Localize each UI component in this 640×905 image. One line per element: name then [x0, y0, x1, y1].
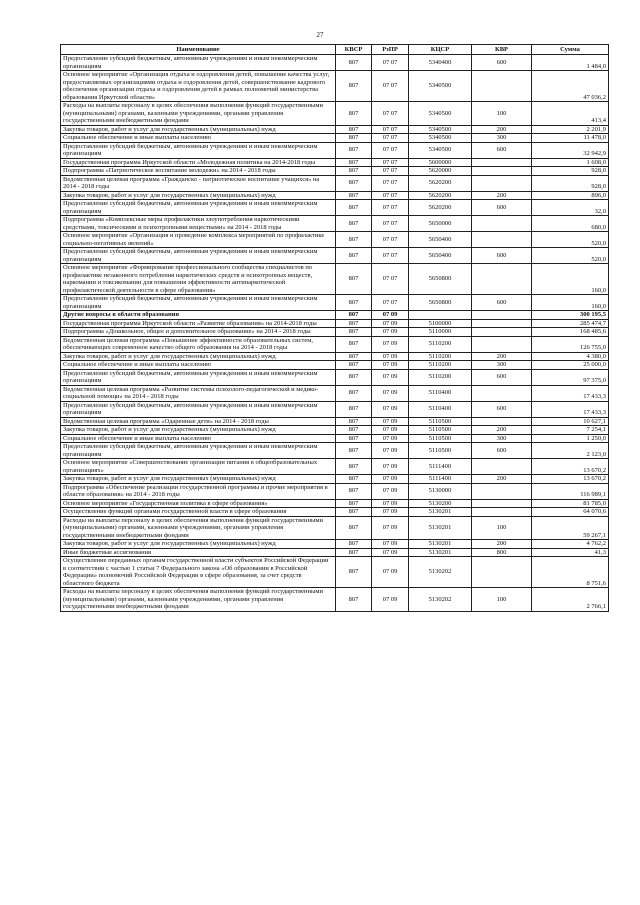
table-row — [61, 248, 609, 264]
row-kcsr: 5111400 — [409, 475, 472, 484]
row-sum: 160,0 — [532, 264, 609, 295]
row-name: Расходы на выплаты персоналу в целях обеспечения выполнения функций государственными (муниципальными) органами, казенными учреждениями, органами управления государственными внебюджетными фондами — [61, 516, 336, 540]
row-sum: 41,3 — [532, 548, 609, 557]
table-row — [61, 385, 609, 401]
row-rzpr: 07 09 — [372, 443, 409, 459]
table-row — [61, 417, 609, 426]
row-rzpr: 07 09 — [372, 540, 409, 549]
row-rzpr: 07 09 — [372, 401, 409, 417]
row-kvsr: 807 — [336, 216, 372, 232]
row-sum: 4 762,2 — [532, 540, 609, 549]
table-row — [61, 540, 609, 549]
row-name: Другие вопросы в области образования — [61, 311, 336, 320]
row-sum: 1 608,0 — [532, 158, 609, 167]
row-name: Основное мероприятие «Организация и проведение комплекса мероприятий по профилактике социально-негативных явлений» — [61, 232, 336, 248]
row-kvr: 100 — [472, 102, 532, 126]
row-kvr: 200 — [472, 191, 532, 200]
row-rzpr: 07 09 — [372, 434, 409, 443]
table-row — [61, 483, 609, 499]
row-kvr: 600 — [472, 142, 532, 158]
header-sum: Сумма — [532, 45, 609, 55]
row-kvsr: 807 — [336, 158, 372, 167]
row-name: Предоставление субсидий бюджетным, автономным учреждениям и иным некоммерческим организациям — [61, 401, 336, 417]
row-rzpr: 07 07 — [372, 295, 409, 311]
row-rzpr: 07 09 — [372, 499, 409, 508]
row-name: Подпрограмма «Патриотическое воспитание молодежи» на 2014 - 2018 годы — [61, 167, 336, 176]
row-kvsr: 807 — [336, 102, 372, 126]
row-name: Закупка товаров, работ и услуг для государственных (муниципальных) нужд — [61, 426, 336, 435]
row-rzpr: 07 09 — [372, 516, 409, 540]
row-name: Закупка товаров, работ и услуг для государственных (муниципальных) нужд — [61, 475, 336, 484]
row-kvr: 600 — [472, 295, 532, 311]
table-row — [61, 401, 609, 417]
row-kvsr: 807 — [336, 167, 372, 176]
row-name: Осуществление переданных органам государственной власти субъектов Российской Федерации в соответствии с частью 1 статьи 7 Федерального закона «Об образовании в Российской Федерации» полномочий Российской Федерации в сфере образования, за счет средств областного бюджета — [61, 557, 336, 588]
row-kcsr: 5340400 — [409, 55, 472, 71]
row-rzpr: 07 09 — [372, 352, 409, 361]
row-sum: 928,0 — [532, 167, 609, 176]
row-kvr — [472, 499, 532, 508]
row-sum: 520,0 — [532, 232, 609, 248]
table-row — [61, 361, 609, 370]
row-rzpr: 07 09 — [372, 417, 409, 426]
row-kvsr: 807 — [336, 232, 372, 248]
row-name: Социальное обеспечение и иные выплаты населению — [61, 434, 336, 443]
row-sum: 8 751,6 — [532, 557, 609, 588]
row-kcsr: 5110400 — [409, 401, 472, 417]
row-kvsr: 807 — [336, 361, 372, 370]
row-rzpr: 07 09 — [372, 385, 409, 401]
row-kvsr: 807 — [336, 71, 372, 102]
table-row — [61, 499, 609, 508]
row-kvsr: 807 — [336, 459, 372, 475]
page-number: 27 — [316, 31, 324, 39]
row-rzpr: 07 07 — [372, 167, 409, 176]
row-kvsr: 807 — [336, 475, 372, 484]
table-row — [61, 459, 609, 475]
row-kvr — [472, 175, 532, 191]
row-kcsr: 5130201 — [409, 516, 472, 540]
row-kvsr: 807 — [336, 483, 372, 499]
row-sum: 413,4 — [532, 102, 609, 126]
row-kvsr: 807 — [336, 557, 372, 588]
row-kcsr: 5130202 — [409, 557, 472, 588]
header-kvr: КВР — [472, 45, 532, 55]
row-name: Ведомственная целевая программа «Повышение эффективности образовательных систем, обеспечивающих современное качество общего образования на 2014 - 2018 годы — [61, 336, 336, 352]
row-name: Предоставление субсидий бюджетным, автономным учреждениям и иным некоммерческим организациям — [61, 142, 336, 158]
row-kcsr: 5110200 — [409, 361, 472, 370]
row-rzpr: 07 07 — [372, 134, 409, 143]
row-sum: 680,0 — [532, 216, 609, 232]
row-kcsr: 5340500 — [409, 125, 472, 134]
table-row — [61, 295, 609, 311]
table-row — [61, 175, 609, 191]
row-name: Предоставление субсидий бюджетным, автономным учреждениям и иным некоммерческим организациям — [61, 295, 336, 311]
row-sum: 2 766,1 — [532, 588, 609, 612]
row-kvr — [472, 167, 532, 176]
row-rzpr: 07 09 — [372, 426, 409, 435]
table-row — [61, 369, 609, 385]
table-row — [61, 328, 609, 337]
row-kvsr: 807 — [336, 264, 372, 295]
table-row — [61, 475, 609, 484]
row-kvr: 600 — [472, 200, 532, 216]
row-kvsr: 807 — [336, 443, 372, 459]
row-name: Подпрограмма «Комплексные меры профилактики злоупотребления наркотическими средствами, токсическими и психотропными веществами» на 2014 - 2018 годы — [61, 216, 336, 232]
row-kvsr: 807 — [336, 540, 372, 549]
row-kvsr: 807 — [336, 175, 372, 191]
table-row — [61, 71, 609, 102]
row-kcsr: 5340500 — [409, 71, 472, 102]
row-kcsr: 5110000 — [409, 328, 472, 337]
row-sum: 4 380,0 — [532, 352, 609, 361]
row-name: Осуществление функций органами государственной власти в сфере образования — [61, 508, 336, 517]
row-rzpr: 07 09 — [372, 319, 409, 328]
row-kvsr: 807 — [336, 499, 372, 508]
row-name: Закупка товаров, работ и услуг для государственных (муниципальных) нужд — [61, 352, 336, 361]
row-kcsr: 5620000 — [409, 167, 472, 176]
row-kvsr: 807 — [336, 191, 372, 200]
row-rzpr: 07 09 — [372, 328, 409, 337]
table-row — [61, 264, 609, 295]
row-rzpr: 07 09 — [372, 475, 409, 484]
row-name: Иные бюджетные ассигнования — [61, 548, 336, 557]
row-kcsr: 5620200 — [409, 175, 472, 191]
row-kvsr: 807 — [336, 417, 372, 426]
row-kvr — [472, 328, 532, 337]
row-kcsr: 5110500 — [409, 443, 472, 459]
row-sum: 928,0 — [532, 175, 609, 191]
row-kvsr: 807 — [336, 200, 372, 216]
table-row — [61, 142, 609, 158]
row-kcsr: 5110500 — [409, 417, 472, 426]
row-sum: 126 755,0 — [532, 336, 609, 352]
row-sum: 285 474,7 — [532, 319, 609, 328]
row-sum: 64 070,6 — [532, 508, 609, 517]
row-sum: 10 627,1 — [532, 417, 609, 426]
row-name: Основное мероприятие «Государственная политика в сфере образования» — [61, 499, 336, 508]
row-name: Предоставление субсидий бюджетным, автономным учреждениям и иным некоммерческим организациям — [61, 200, 336, 216]
row-rzpr: 07 07 — [372, 71, 409, 102]
row-kvsr: 807 — [336, 55, 372, 71]
row-rzpr: 07 07 — [372, 191, 409, 200]
row-rzpr: 07 09 — [372, 483, 409, 499]
row-kvr: 200 — [472, 426, 532, 435]
header-name: Наименование — [61, 45, 336, 55]
row-kcsr: 5110500 — [409, 426, 472, 435]
row-kvr — [472, 311, 532, 320]
row-kcsr: 5130202 — [409, 588, 472, 612]
table-row — [61, 557, 609, 588]
row-name: Предоставление субсидий бюджетным, автономным учреждениям и иным некоммерческим организациям — [61, 55, 336, 71]
row-kvsr: 807 — [336, 352, 372, 361]
row-kvr: 300 — [472, 434, 532, 443]
table-row — [61, 352, 609, 361]
header-rzpr: РзПР — [372, 45, 409, 55]
row-kvr: 600 — [472, 443, 532, 459]
table-row — [61, 516, 609, 540]
row-sum: 160,0 — [532, 295, 609, 311]
row-kcsr: 5100000 — [409, 319, 472, 328]
row-name: Предоставление субсидий бюджетным, автономным учреждениям и иным некоммерческим организациям — [61, 443, 336, 459]
row-rzpr: 07 07 — [372, 200, 409, 216]
row-name: Социальное обеспечение и иные выплаты населению — [61, 361, 336, 370]
row-name: Закупка товаров, работ и услуг для государственных (муниципальных) нужд — [61, 540, 336, 549]
row-name: Подпрограмма «Дошкольное, общее и дополнительное образование» на 2014 - 2018 годы — [61, 328, 336, 337]
row-kcsr: 5111400 — [409, 459, 472, 475]
row-rzpr: 07 07 — [372, 125, 409, 134]
row-rzpr: 07 07 — [372, 158, 409, 167]
header-kcsr: КЦСР — [409, 45, 472, 55]
row-kvr — [472, 264, 532, 295]
table-row — [61, 548, 609, 557]
row-rzpr: 07 07 — [372, 175, 409, 191]
row-sum: 13 670,2 — [532, 475, 609, 484]
row-kvr: 200 — [472, 352, 532, 361]
row-name: Основное мероприятие «Совершенствование организации питания в общеобразовательных организациях» — [61, 459, 336, 475]
row-kvr — [472, 483, 532, 499]
table-row — [61, 200, 609, 216]
row-kvr: 200 — [472, 475, 532, 484]
row-name: Государственная программа Иркутской области «Молодежная политика на 2014-2018 годы — [61, 158, 336, 167]
row-kvr: 600 — [472, 55, 532, 71]
row-rzpr: 07 07 — [372, 264, 409, 295]
row-name: Ведомственная целевая программа «Одаренные дети» на 2014 - 2018 годы — [61, 417, 336, 426]
row-rzpr: 07 07 — [372, 232, 409, 248]
row-sum: 520,0 — [532, 248, 609, 264]
table-row — [61, 443, 609, 459]
table-row — [61, 191, 609, 200]
row-sum: 300 195,5 — [532, 311, 609, 320]
row-rzpr: 07 09 — [372, 588, 409, 612]
row-kvr — [472, 216, 532, 232]
row-kvsr: 807 — [336, 508, 372, 517]
row-sum: 7 254,1 — [532, 426, 609, 435]
row-kcsr: 5650400 — [409, 232, 472, 248]
row-kvsr: 807 — [336, 319, 372, 328]
row-sum: 896,0 — [532, 191, 609, 200]
budget-table — [60, 44, 609, 612]
row-kvr: 300 — [472, 134, 532, 143]
row-sum: 2 201,9 — [532, 125, 609, 134]
row-kvr — [472, 557, 532, 588]
row-sum: 2 123,0 — [532, 443, 609, 459]
row-kvr — [472, 459, 532, 475]
row-kvr — [472, 319, 532, 328]
row-kvsr: 807 — [336, 125, 372, 134]
row-kcsr: 5110500 — [409, 434, 472, 443]
row-kvr — [472, 385, 532, 401]
row-kvr: 600 — [472, 248, 532, 264]
row-rzpr: 07 07 — [372, 248, 409, 264]
row-rzpr: 07 09 — [372, 336, 409, 352]
table-row — [61, 426, 609, 435]
row-kvr — [472, 158, 532, 167]
row-kcsr: 5340500 — [409, 102, 472, 126]
row-rzpr: 07 09 — [372, 508, 409, 517]
row-kcsr: 5110200 — [409, 352, 472, 361]
row-kvr — [472, 508, 532, 517]
row-sum: 32 942,9 — [532, 142, 609, 158]
table-row — [61, 336, 609, 352]
row-sum: 11 478,0 — [532, 134, 609, 143]
row-kcsr: 5650400 — [409, 248, 472, 264]
row-kcsr: 5650800 — [409, 264, 472, 295]
row-kvsr: 807 — [336, 401, 372, 417]
row-sum: 168 485,6 — [532, 328, 609, 337]
row-kcsr: 5130201 — [409, 548, 472, 557]
row-kcsr: 5130201 — [409, 540, 472, 549]
row-name: Социальное обеспечение и иные выплаты населению — [61, 134, 336, 143]
row-name: Предоставление субсидий бюджетным, автономным учреждениям и иным некоммерческим организациям — [61, 248, 336, 264]
row-kcsr: 5340500 — [409, 134, 472, 143]
row-sum: 1 484,0 — [532, 55, 609, 71]
table-row — [61, 232, 609, 248]
header-kvsr: КВСР — [336, 45, 372, 55]
row-kcsr: 5110200 — [409, 369, 472, 385]
table-row — [61, 311, 609, 320]
row-kvsr: 807 — [336, 142, 372, 158]
row-kvsr: 807 — [336, 516, 372, 540]
row-rzpr: 07 07 — [372, 216, 409, 232]
row-rzpr: 07 09 — [372, 361, 409, 370]
table-row — [61, 167, 609, 176]
row-sum: 81 785,0 — [532, 499, 609, 508]
row-name: Расходы на выплаты персоналу в целях обеспечения выполнения функций государственными (муниципальными) органами, казенными учреждениями, органами управления государственными внебюджетными фондами — [61, 588, 336, 612]
row-kcsr: 5600000 — [409, 158, 472, 167]
row-kcsr — [409, 311, 472, 320]
row-sum: 1 250,0 — [532, 434, 609, 443]
row-name: Основное мероприятие «Формирование профессионального сообщества специалистов по профилактике незаконного потребления наркотических средств и психотропных веществ, наркомании и токсикомании для повышения эффективности антинаркотической профилактической деятельности в сфере образования» — [61, 264, 336, 295]
row-rzpr: 07 07 — [372, 142, 409, 158]
table-row — [61, 588, 609, 612]
table-header-row — [61, 45, 609, 55]
row-kvsr: 807 — [336, 295, 372, 311]
row-kvr — [472, 232, 532, 248]
row-kvsr: 807 — [336, 369, 372, 385]
row-kvsr: 807 — [336, 385, 372, 401]
row-kvr: 600 — [472, 369, 532, 385]
row-rzpr: 07 07 — [372, 102, 409, 126]
row-kvr — [472, 71, 532, 102]
row-kvr — [472, 417, 532, 426]
table-row — [61, 102, 609, 126]
table-row — [61, 434, 609, 443]
row-name: Государственная программа Иркутской области «Развитие образования» на 2014-2018 годы — [61, 319, 336, 328]
table-row — [61, 319, 609, 328]
row-name: Ведомственная целевая программа «Развитие системы психолого-педагогической и медико-социальной помощи» на 2014 - 2018 годы — [61, 385, 336, 401]
row-kvsr: 807 — [336, 548, 372, 557]
row-kvsr: 807 — [336, 434, 372, 443]
row-kvr: 300 — [472, 361, 532, 370]
row-sum: 13 670,2 — [532, 459, 609, 475]
row-name: Расходы на выплаты персоналу в целях обеспечения выполнения функций государственными (муниципальными) органами, казенными учреждениями, органами управления государственными внебюджетными фондами — [61, 102, 336, 126]
row-kvsr: 807 — [336, 248, 372, 264]
row-rzpr: 07 09 — [372, 369, 409, 385]
row-kcsr: 5620200 — [409, 191, 472, 200]
table-row — [61, 55, 609, 71]
row-sum: 116 989,1 — [532, 483, 609, 499]
row-kvr — [472, 336, 532, 352]
row-name: Подпрограмма «Обеспечение реализации государственной программы и прочие мероприятия в области образования» на 2014 - 2018 годы — [61, 483, 336, 499]
row-kcsr: 5130200 — [409, 499, 472, 508]
row-rzpr: 07 09 — [372, 557, 409, 588]
row-kvr: 200 — [472, 540, 532, 549]
row-rzpr: 07 09 — [372, 459, 409, 475]
table-row — [61, 158, 609, 167]
row-kvsr: 807 — [336, 336, 372, 352]
row-kcsr: 5130000 — [409, 483, 472, 499]
row-kvr: 100 — [472, 516, 532, 540]
row-kcsr: 5110200 — [409, 336, 472, 352]
row-kcsr: 5340500 — [409, 142, 472, 158]
row-kcsr: 5130201 — [409, 508, 472, 517]
row-rzpr: 07 09 — [372, 311, 409, 320]
table-row — [61, 134, 609, 143]
row-kvr: 200 — [472, 125, 532, 134]
row-sum: 97 375,0 — [532, 369, 609, 385]
row-sum: 59 267,1 — [532, 516, 609, 540]
row-kcsr: 5650000 — [409, 216, 472, 232]
row-kvsr: 807 — [336, 328, 372, 337]
row-kvsr: 807 — [336, 134, 372, 143]
row-name: Ведомственная целевая программа «Гражданско - патриотическое воспитание учащихся» на 2014 - 2018 годы — [61, 175, 336, 191]
row-rzpr: 07 07 — [372, 55, 409, 71]
row-kvr: 800 — [472, 548, 532, 557]
row-kvsr: 807 — [336, 588, 372, 612]
table-row — [61, 125, 609, 134]
row-kvr: 600 — [472, 401, 532, 417]
row-kcsr: 5650800 — [409, 295, 472, 311]
row-kvr: 100 — [472, 588, 532, 612]
row-kcsr: 5110400 — [409, 385, 472, 401]
row-name: Закупка товаров, работ и услуг для государственных (муниципальных) нужд — [61, 125, 336, 134]
row-sum: 17 433,3 — [532, 385, 609, 401]
row-sum: 17 433,3 — [532, 401, 609, 417]
row-sum: 25 000,0 — [532, 361, 609, 370]
row-sum: 47 036,2 — [532, 71, 609, 102]
row-sum: 32,0 — [532, 200, 609, 216]
row-kvsr: 807 — [336, 426, 372, 435]
table-row — [61, 508, 609, 517]
row-name: Предоставление субсидий бюджетным, автономным учреждениям и иным некоммерческим организациям — [61, 369, 336, 385]
row-name: Основное мероприятие «Организация отдыха и оздоровления детей, повышение качества услуг, предоставляемых организациями отдыха и оздоровления детей, совершенствование кадрового обеспечения организации отдыха и оздоровления детей в рамках полномочий министерства образования Иркутской области» — [61, 71, 336, 102]
table-row — [61, 216, 609, 232]
row-name: Закупка товаров, работ и услуг для государственных (муниципальных) нужд — [61, 191, 336, 200]
row-kvsr: 807 — [336, 311, 372, 320]
row-rzpr: 07 09 — [372, 548, 409, 557]
row-kcsr: 5620200 — [409, 200, 472, 216]
